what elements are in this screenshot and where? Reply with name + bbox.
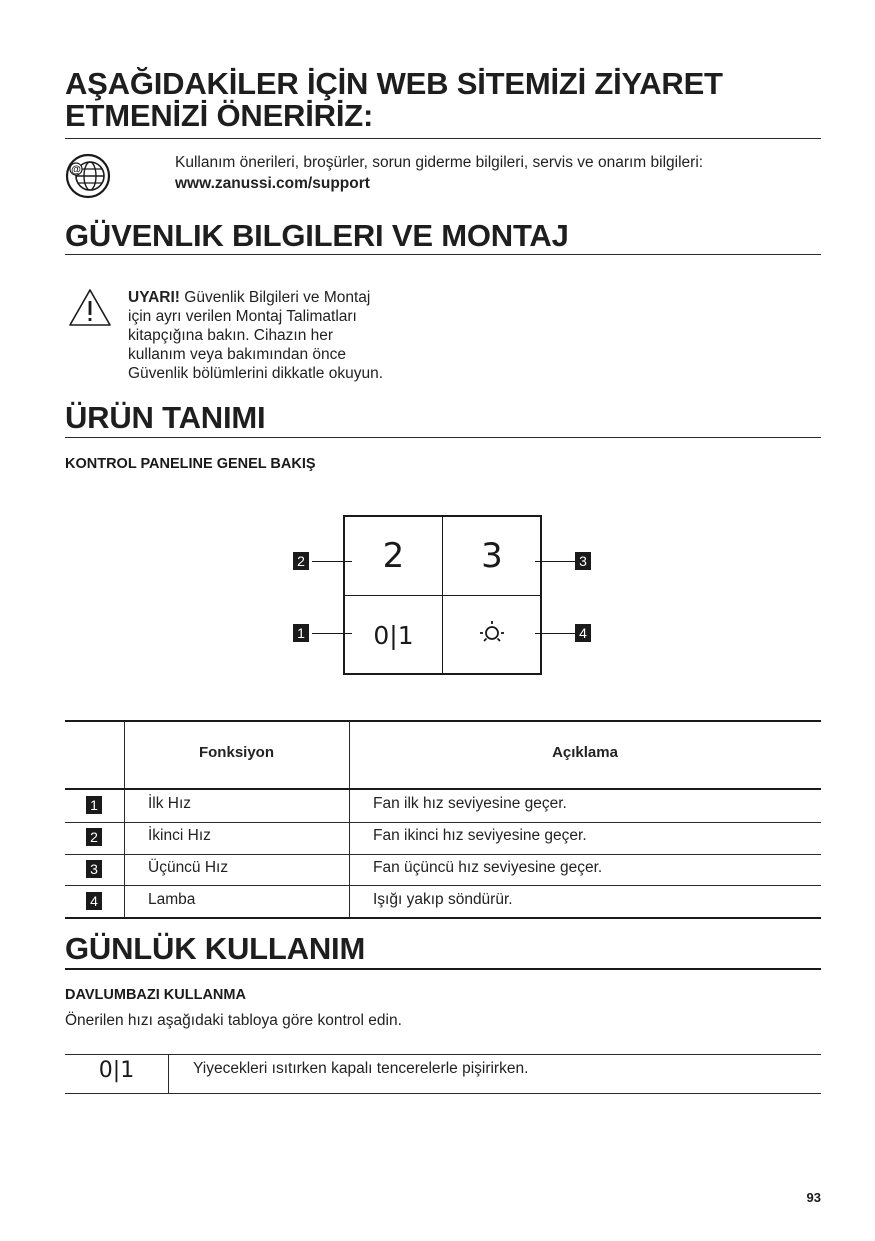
divider bbox=[65, 968, 821, 970]
row-description: Işığı yakıp söndürür. bbox=[373, 891, 513, 908]
divider bbox=[65, 254, 821, 255]
callout-4-badge: 4 bbox=[575, 624, 591, 642]
row-description: Fan ilk hız seviyesine geçer. bbox=[373, 795, 567, 812]
warning-line: kullanım veya bakımından önce bbox=[128, 346, 346, 363]
speed-2-label: 2 bbox=[382, 536, 405, 576]
row-number-badge: 2 bbox=[86, 828, 102, 846]
warning-triangle-icon bbox=[68, 288, 112, 328]
row-function: İlk Hız bbox=[148, 795, 192, 812]
daily-use-intro: Önerilen hızı aşağıdaki tabloya göre kontrol edin. bbox=[65, 1012, 402, 1029]
warning-line: Güvenlik bölümlerini dikkatle okuyun. bbox=[128, 365, 384, 382]
callout-3-leader bbox=[535, 561, 575, 562]
warning-line: kitapçığına bakın. Cihazın her bbox=[128, 327, 334, 344]
callout-2-leader bbox=[312, 561, 352, 562]
callout-1-leader bbox=[312, 633, 352, 634]
svg-text:@: @ bbox=[71, 164, 81, 176]
control-panel-subtitle: KONTROL PANELINE GENEL BAKIŞ bbox=[65, 456, 316, 472]
speed-3-label: 3 bbox=[481, 536, 503, 576]
table-header-description: Açıklama bbox=[552, 744, 618, 761]
hood-use-subtitle: DAVLUMBAZI KULLANMA bbox=[65, 987, 246, 1003]
warning-line: Güvenlik Bilgileri ve Montaj bbox=[179, 289, 371, 306]
callout-3-badge: 3 bbox=[575, 552, 591, 570]
web-section-title bbox=[65, 68, 723, 132]
on-off-symbol: 0|1 bbox=[98, 1058, 135, 1083]
table-bottom-rule bbox=[65, 917, 821, 919]
callout-2-badge: 2 bbox=[293, 552, 309, 570]
speed-3-button[interactable] bbox=[444, 517, 540, 595]
support-url-link[interactable]: www.zanussi.com/support bbox=[175, 175, 370, 192]
row-description: Fan ikinci hız seviyesine geçer. bbox=[373, 827, 587, 844]
row-number-badge: 4 bbox=[86, 892, 102, 910]
row-number-badge: 1 bbox=[86, 796, 102, 814]
lamp-button[interactable] bbox=[444, 597, 540, 673]
product-section-title: ÜRÜN TANIMI bbox=[65, 400, 266, 435]
table-bottom-rule bbox=[65, 1093, 821, 1094]
control-panel-diagram bbox=[290, 512, 600, 680]
callout-1-badge: 1 bbox=[293, 624, 309, 642]
table-row-rule bbox=[65, 885, 821, 886]
warning-line: için ayrı verilen Montaj Talimatları bbox=[128, 308, 357, 325]
row-number-badge: 3 bbox=[86, 860, 102, 878]
table-row-rule bbox=[65, 854, 821, 855]
table-col-divider bbox=[168, 1054, 169, 1093]
panel-horizontal-divider bbox=[343, 595, 542, 596]
warning-label: UYARI! bbox=[128, 289, 180, 306]
globe-at-icon bbox=[64, 152, 112, 200]
table-row-rule bbox=[65, 822, 821, 823]
divider bbox=[65, 138, 821, 139]
light-bulb-icon bbox=[475, 618, 509, 652]
on-off-button[interactable] bbox=[345, 597, 442, 673]
row-description: Fan üçüncü hız seviyesine geçer. bbox=[373, 859, 603, 876]
warning-text bbox=[128, 288, 383, 383]
row-function: Üçüncü Hız bbox=[148, 859, 229, 876]
web-description: Kullanım önerileri, broşürler, sorun giderme bilgileri, servis ve onarım bilgileri: bbox=[175, 154, 704, 171]
callout-4-leader bbox=[535, 633, 575, 634]
table-header-rule bbox=[65, 788, 821, 790]
table-header-function: Fonksiyon bbox=[198, 744, 274, 761]
table-top-rule bbox=[65, 720, 821, 722]
speed-2-button[interactable] bbox=[345, 517, 442, 595]
on-off-label: 0|1 bbox=[373, 620, 414, 650]
daily-use-section-title: GÜNLÜK KULLANIM bbox=[65, 931, 366, 966]
row-function: Lamba bbox=[148, 891, 196, 908]
divider bbox=[65, 437, 821, 438]
web-title-line1: AŞAĞIDAKİLER İÇİN WEB SİTEMİZİ ZİYARET bbox=[65, 66, 723, 101]
safety-section-title: GÜVENLIK BILGILERI VE MONTAJ bbox=[65, 218, 569, 253]
usage-description: Yiyecekleri ısıtırken kapalı tencerelerle pişirirken. bbox=[193, 1060, 529, 1077]
table-top-rule bbox=[65, 1054, 821, 1055]
web-title-line2: ETMENİZİ ÖNERİRİZ: bbox=[65, 98, 374, 133]
page-number: 93 bbox=[806, 1190, 821, 1205]
row-function: İkinci Hız bbox=[148, 827, 211, 844]
